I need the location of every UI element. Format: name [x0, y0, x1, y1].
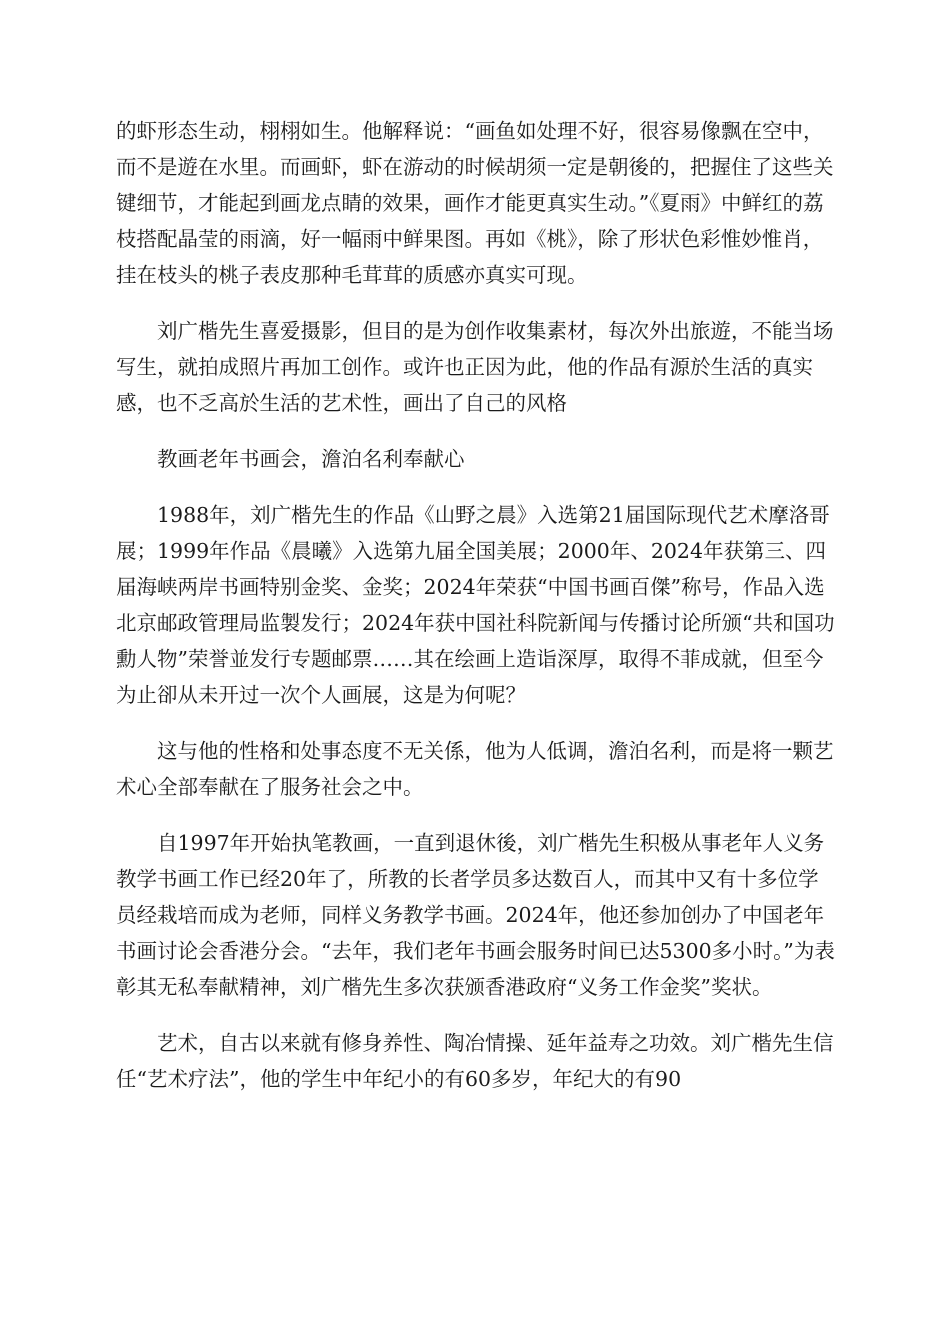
paragraph-art-therapy: 艺术，自古以来就有修身养性、陶冶情操、延年益寿之功效。刘广楷先生信任“艺术疗法”，他的学生中年纪小的有60多岁，年纪大的有90 [116, 1031, 834, 1091]
paragraph-personality: 这与他的性格和处事态度不无关係，他为人低调，澹泊名利，而是将一颗艺术心全部奉献在了服务社会之中。 [116, 739, 834, 799]
paragraph-photography: 刘广楷先生喜爱摄影，但目的是为创作收集素材，每次外出旅遊，不能当场写生，就拍成照片再加工创作。或许也正因为此，他的作品有源於生活的真实感，也不乏高於生活的艺术性，画出了自己的风格 [116, 319, 834, 415]
document-body [116, 113, 836, 1117]
paragraph-shrimp-painting: 的虾形态生动，栩栩如生。他解释说：“画鱼如处理不好，很容易像飘在空中，而不是遊在水里。而画虾，虾在游动的时候胡须一定是朝後的，把握住了这些关键细节，才能起到画龙点睛的效果，画作才能更真实生动。”《夏雨》中鲜红的荔枝搭配晶莹的雨滴，好一幅雨中鲜果图。再如《桃》，除了形状色彩惟妙惟肖，挂在枝头的桃子表皮那种毛茸茸的质感亦真实可现。 [116, 119, 834, 287]
section-heading: 教画老年书画会，澹泊名利奉献心 [157, 447, 465, 471]
paragraph-teaching: 自1997年开始执笔教画，一直到退休後，刘广楷先生积极从事老年人义务教学书画工作已经20年了，所教的长者学员多达数百人，而其中又有十多位学员经栽培而成为老师，同样义务教学书画。2024年，他还参加创办了中国老年书画讨论会香港分会。“去年，我们老年书画会服务时间已达5300多小时。”为表彰其无私奉献精神，刘广楷先生多次获颁香港政府“义务工作金奖”奖状。 [116, 831, 835, 999]
paragraph-awards: 1988年，刘广楷先生的作品《山野之晨》入选第21届国际现代艺术摩洛哥展；1999年作品《晨曦》入选第九届全国美展；2000年、2024年获第三、四届海峡两岸书画特别金奖、金奖；2024年荣获“中国书画百傑”称号，作品入选北京邮政管理局监製发行；2024年获中国社科院新闻与传播讨论所颁“共和国功勳人物”荣誉並发行专题邮票……其在绘画上造诣深厚，取得不菲成就，但至今为止卻从未开过一次个人画展，这是为何呢？ [116, 503, 835, 707]
